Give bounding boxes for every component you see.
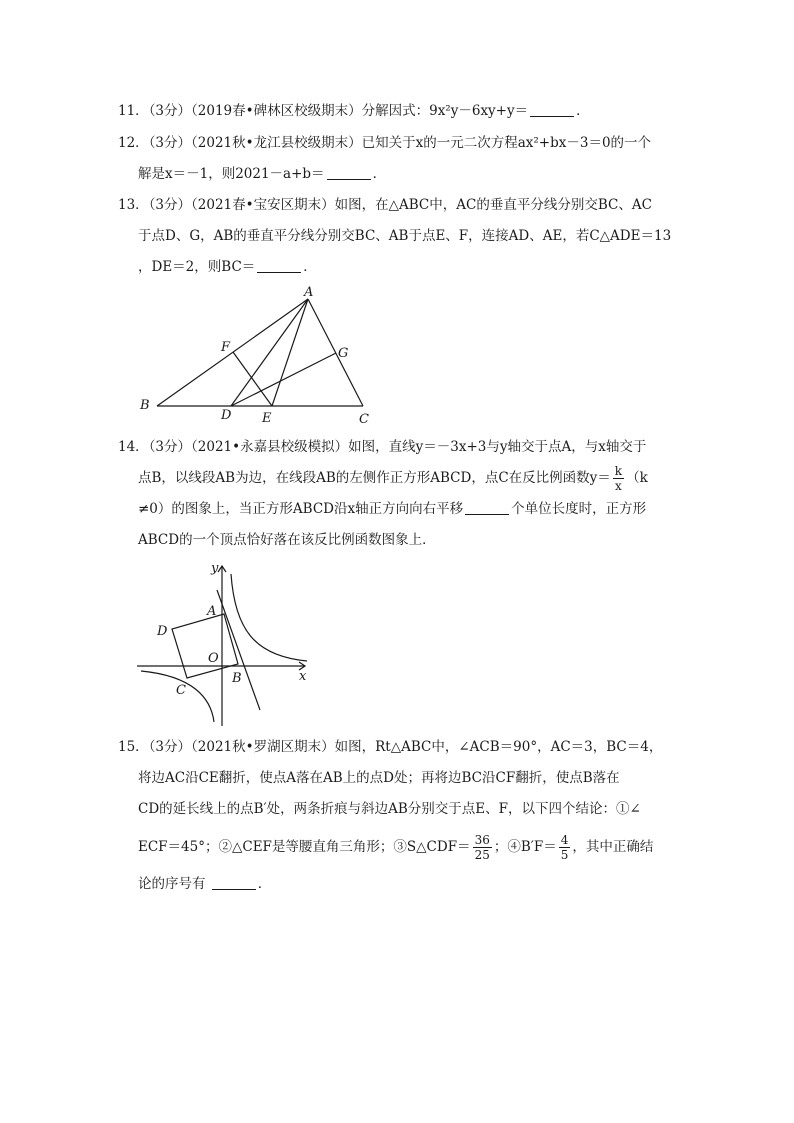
- q13-label-a: A: [304, 285, 314, 300]
- q11-text: 分解因式：9x²y－6xy+y＝: [361, 103, 529, 119]
- q14-source: （2021•永嘉县校级模拟）: [191, 439, 349, 455]
- q13-label-f: F: [221, 340, 231, 355]
- q15-line-5: [118, 869, 678, 900]
- q15-line-2: [118, 763, 678, 794]
- q14-line-2: [118, 463, 678, 494]
- q15-line-1: [118, 732, 678, 763]
- q13-label-d: D: [221, 408, 232, 423]
- q15-text-5: 论的序号有: [138, 876, 210, 892]
- q12-text-1: 已知关于x的一元二次方程ax²+bx－3＝0的一个: [361, 135, 652, 151]
- q14-hyperbola-right: [231, 574, 307, 661]
- q13-side-ac: [308, 299, 363, 406]
- q14-fraction-k-over-x: [613, 464, 624, 493]
- q15-end: ．: [257, 876, 272, 892]
- q15-fraction-36-25: [473, 833, 492, 862]
- q15-text-4c: ，其中正确结: [572, 839, 654, 855]
- q13-label-e: E: [262, 411, 272, 426]
- q14-text-1: 如图，直线y＝－3x+3与y轴交于点A，与x轴交于: [348, 439, 647, 455]
- q15-source: （2021秋•罗湖区期末）: [191, 739, 335, 755]
- q13-segment-ad: [231, 299, 308, 406]
- q13-line-1: [118, 190, 678, 221]
- q12-end: ．: [372, 166, 387, 182]
- q13-segment-fe: [233, 352, 272, 406]
- q13-label-b: B: [140, 398, 150, 413]
- q14-line-graph: [217, 590, 260, 710]
- q14-text-2a: 点B，以线段AB为边，在线段AB的左侧作正方形ABCD，点C在反比例函数y＝: [138, 470, 611, 486]
- q15-frac2-numerator: 4: [560, 833, 569, 847]
- q14-square-abcd: [172, 614, 238, 678]
- q14-label-a: A: [207, 604, 217, 619]
- q15-frac1-denominator: 25: [474, 848, 490, 862]
- q15-fraction-4-5: [559, 833, 571, 862]
- q12-text-2: 解是x＝－1，则2021－a+b＝: [138, 166, 325, 182]
- q12-score: （3分）: [148, 135, 192, 151]
- q15-line-4: [118, 825, 678, 869]
- q14-text-3a: ≠0）的图象上，当正方形ABCD沿x轴正方向向右平移: [138, 501, 464, 517]
- question-15: [118, 732, 678, 900]
- q14-line-3: [118, 494, 678, 525]
- q13-label-c: C: [359, 412, 369, 427]
- q13-side-ab: [157, 299, 308, 406]
- q13-number: 13．: [118, 197, 149, 213]
- q13-triangle-figure: [130, 285, 390, 427]
- q14-label-y: y: [211, 561, 219, 576]
- q14-frac-denominator: x: [615, 479, 622, 493]
- q14-frac-numerator: k: [614, 464, 623, 478]
- q13-end: ．: [303, 259, 317, 275]
- q12-line-1: [118, 128, 678, 159]
- q14-label-d: D: [157, 624, 168, 639]
- q12-number: 12．: [118, 135, 149, 151]
- q11-score: （3分）: [148, 103, 192, 119]
- q14-label-x: x: [299, 669, 307, 684]
- q13-source: （2021春•宝安区期末）: [191, 197, 335, 213]
- q14-score: （3分）: [148, 439, 192, 455]
- question-13: [118, 190, 678, 283]
- q14-label-o: O: [208, 651, 219, 666]
- q15-line-3: [118, 794, 678, 825]
- q15-frac1-numerator: 36: [474, 833, 490, 847]
- q12-source: （2021秋•龙江县校级期末）: [191, 135, 362, 151]
- q14-answer-blank[interactable]: [465, 500, 509, 515]
- q12-line-2: [118, 159, 678, 190]
- q15-frac2-denominator: 5: [560, 848, 569, 862]
- question-14: [118, 432, 678, 556]
- q15-text-1: 如图，Rt△ABC中，∠ACB＝90°，AC＝3，BC＝4，: [334, 739, 663, 755]
- q14-text-3b: 个单位长度时，正方形: [511, 501, 647, 517]
- q15-number: 15．: [118, 739, 149, 755]
- question-11: [118, 96, 678, 127]
- q15-text-4a: ECF＝45°；②△CEF是等腰直角三角形；③S△CDF＝: [138, 839, 471, 855]
- q11-line: [118, 96, 678, 127]
- q15-answer-blank[interactable]: [212, 875, 256, 890]
- q14-label-b: B: [232, 671, 242, 686]
- q14-line-4: [118, 525, 678, 556]
- q11-source: （2019春•碑林区校级期末）: [191, 103, 362, 119]
- q14-text-2b: （k: [626, 470, 648, 486]
- q13-text-2: 于点D、G，AB的垂直平分线分别交BC、AB于点E、F，连接AD、AE，若C△ADE＝13: [138, 228, 672, 244]
- q14-coordinate-figure: [135, 560, 315, 730]
- q11-number: 11．: [118, 103, 149, 119]
- q13-line-2: [118, 221, 678, 252]
- q14-number: 14．: [118, 439, 149, 455]
- q15-text-3: CD的延长线上的点B′处，两条折痕与斜边AB分别交于点E、F，以下四个结论：①∠: [138, 801, 641, 817]
- q11-end: ．: [576, 103, 590, 119]
- q13-answer-blank[interactable]: [257, 258, 301, 273]
- q14-text-4: ABCD的一个顶点恰好落在该反比例函数图象上．: [138, 532, 436, 548]
- question-12: [118, 128, 678, 190]
- q15-score: （3分）: [148, 739, 192, 755]
- q13-label-g: G: [338, 346, 349, 361]
- q13-segment-dg: [231, 353, 336, 406]
- q13-text-1: 如图，在△ABC中，AC的垂直平分线分别交BC、AC: [334, 197, 652, 213]
- q14-line-1: [118, 432, 678, 463]
- q15-text-4b: ；④B′F＝: [493, 839, 557, 855]
- q14-label-c: C: [176, 683, 186, 698]
- q15-text-2: 将边AC沿CE翻折，使点A落在AB上的点D处；再将边BC沿CF翻折，使点B落在: [138, 770, 620, 786]
- q13-line-3: [118, 252, 678, 283]
- q12-answer-blank[interactable]: [327, 165, 371, 180]
- q13-segment-ae: [272, 299, 308, 406]
- q13-score: （3分）: [148, 197, 192, 213]
- q13-text-3: ，DE＝2，则BC＝: [138, 259, 256, 275]
- q11-answer-blank[interactable]: [530, 102, 574, 117]
